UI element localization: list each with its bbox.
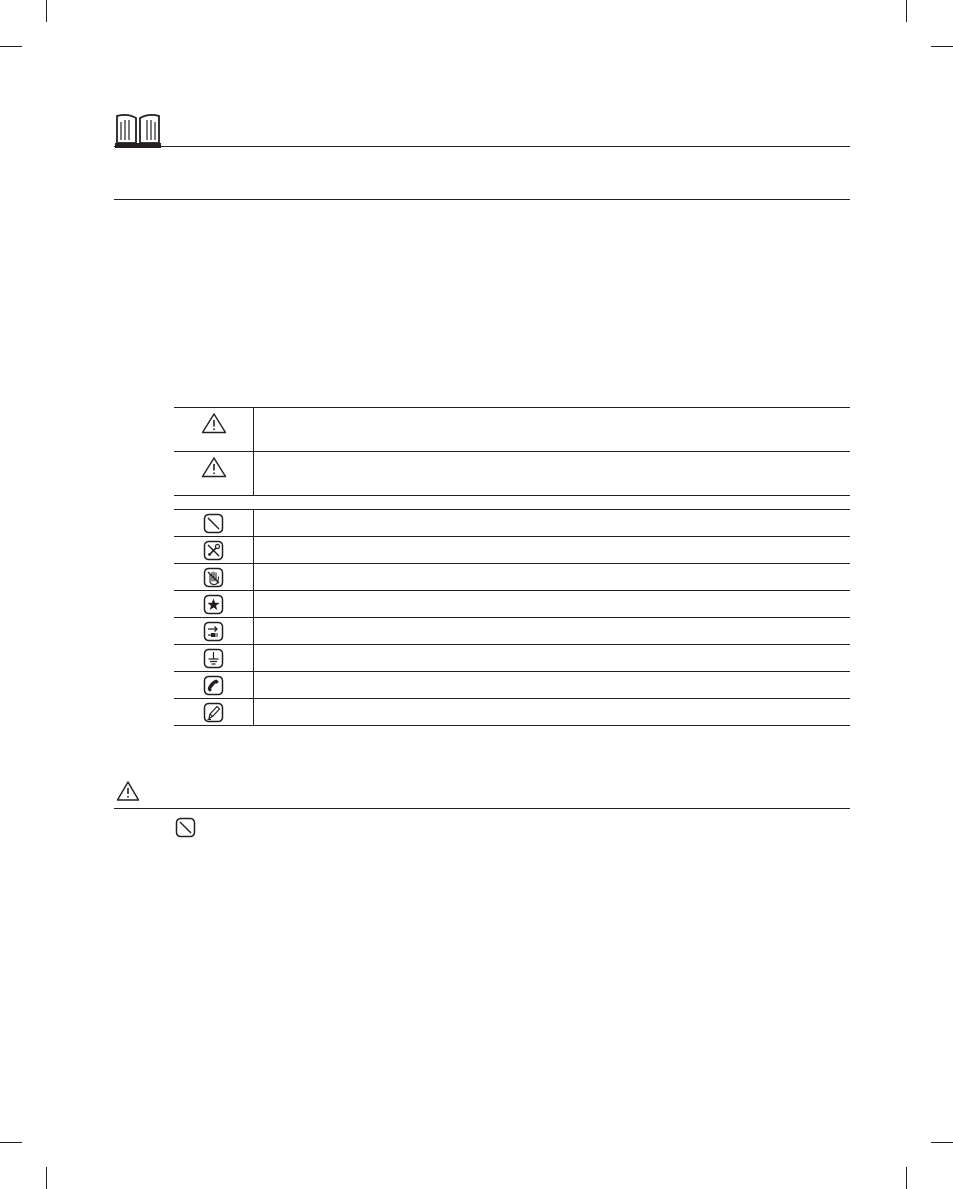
icon-cell: [174, 699, 254, 726]
warning-section-rule: [114, 808, 850, 809]
icon-cell: [174, 408, 254, 452]
warning-symbol-table: [174, 407, 850, 496]
table-row: [174, 618, 850, 645]
crop-mark: [906, 0, 907, 22]
table-row: [174, 537, 850, 564]
icon-cell: [174, 591, 254, 618]
icon-cell: [174, 452, 254, 496]
do-not-disassemble-icon: [203, 540, 224, 561]
table-row: [174, 591, 850, 618]
warning-triangle-icon: [116, 780, 140, 802]
crop-mark: [931, 46, 953, 47]
do-not-touch-icon: [203, 567, 224, 588]
follow-directions-icon: [203, 594, 224, 615]
table-row: [174, 645, 850, 672]
warning-triangle-icon: [201, 412, 227, 434]
call-service-icon: [203, 675, 224, 696]
crop-mark: [0, 46, 22, 47]
symbol-description: [254, 408, 851, 452]
symbol-description: [254, 618, 851, 645]
icon-cell: [174, 564, 254, 591]
table-row: [174, 510, 850, 537]
icon-cell: [174, 645, 254, 672]
table-row: [174, 699, 850, 726]
symbol-description: [254, 591, 851, 618]
symbol-description: [254, 645, 851, 672]
table-row: [174, 408, 850, 452]
open-book-icon: [114, 110, 162, 150]
ground-icon: [203, 648, 224, 669]
symbol-description: [254, 672, 851, 699]
crop-mark: [46, 1167, 47, 1189]
table-row: [174, 564, 850, 591]
icon-cell: [174, 618, 254, 645]
prohibited-icon: [203, 513, 224, 534]
note-icon: [203, 702, 224, 723]
instruction-symbol-table: [174, 509, 850, 726]
icon-cell: [174, 510, 254, 537]
symbol-description: [254, 699, 851, 726]
section-rule: [114, 199, 850, 200]
crop-mark: [931, 1142, 953, 1143]
crop-mark: [46, 0, 47, 22]
icon-cell: [174, 672, 254, 699]
symbol-description: [254, 452, 851, 496]
table-row: [174, 452, 850, 496]
symbol-description: [254, 564, 851, 591]
table-row: [174, 672, 850, 699]
symbol-description: [254, 537, 851, 564]
header-rule: [114, 146, 850, 147]
unplug-icon: [203, 621, 224, 642]
symbol-description: [254, 510, 851, 537]
crop-mark: [0, 1142, 22, 1143]
icon-cell: [174, 537, 254, 564]
prohibited-icon: [175, 817, 196, 838]
caution-triangle-icon: [201, 456, 227, 478]
crop-mark: [906, 1167, 907, 1189]
